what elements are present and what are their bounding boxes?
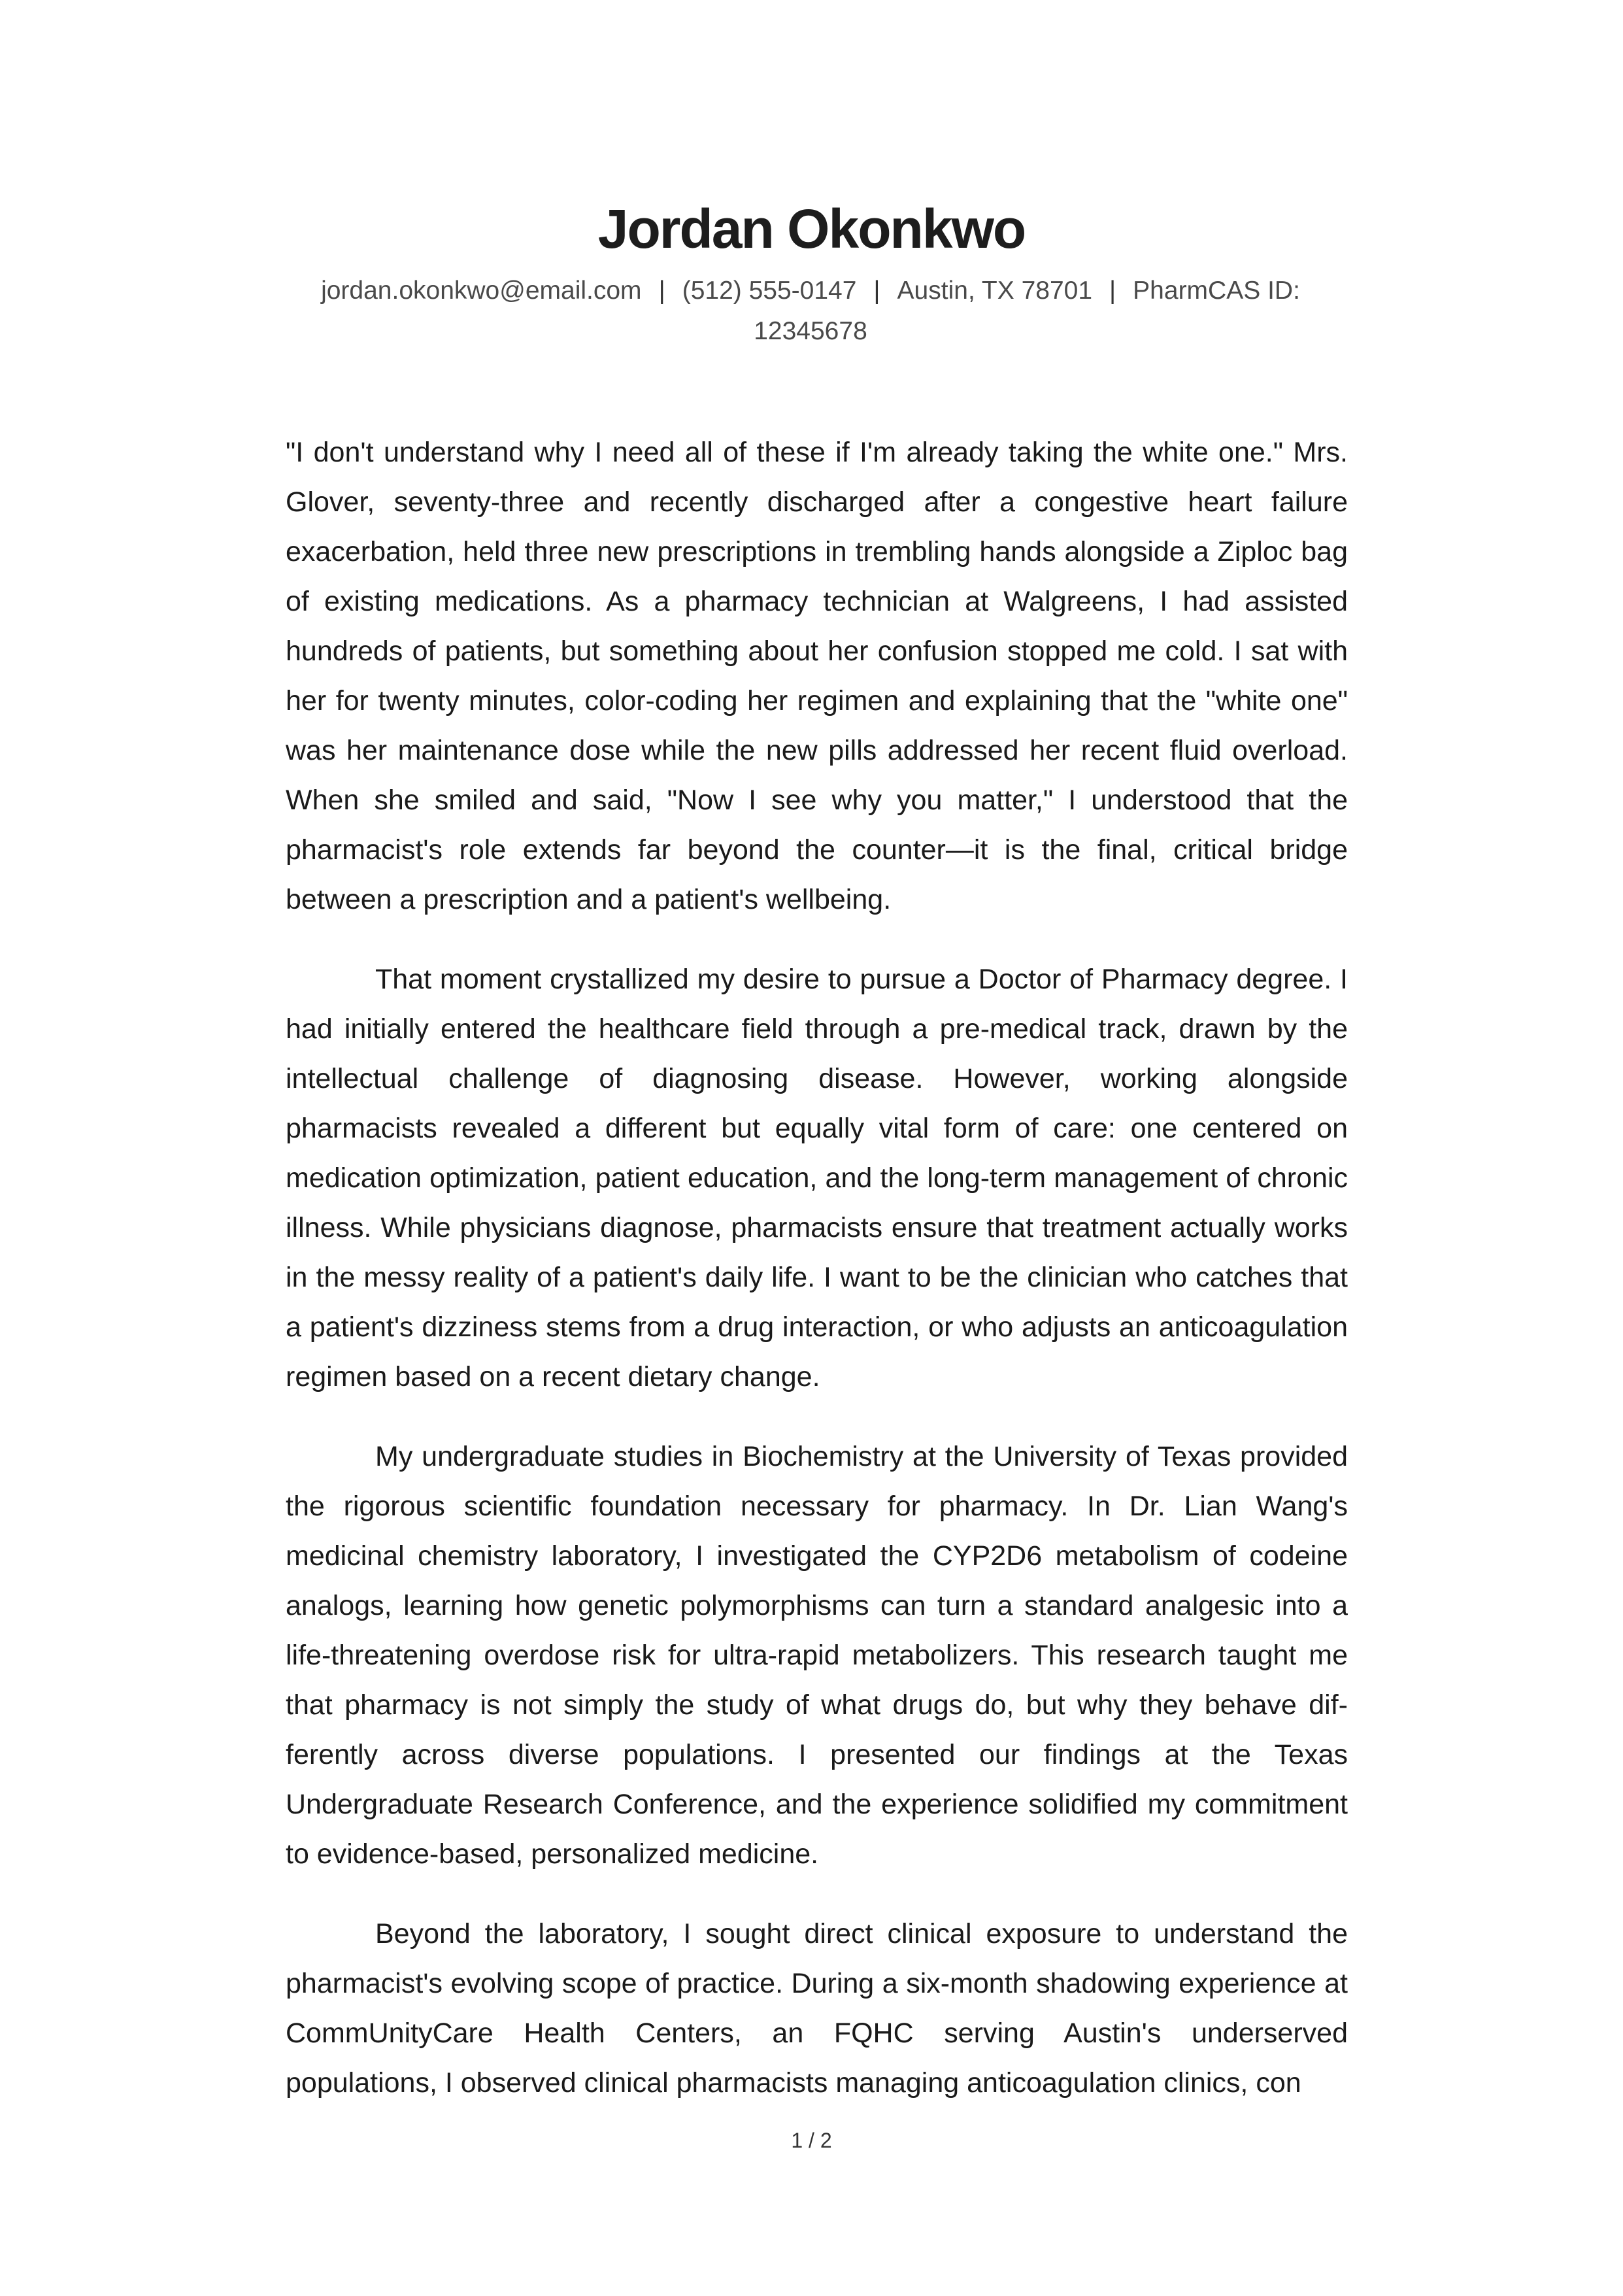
paragraph-2: That moment crystallized my desire to pursue a Doctor of Pharmacy degree. I had initially entered the healthcare field through a pre-medical track, drawn by the intellectual challenge of diagnosing disease. However, working alongside pharmacists revealed a different but equally vital form of care: one centered on medication optimization, patient education, and the long-term management of chronic illness. While physicians diagnose, pharmacists ensure that treatment actually works in the messy reality of a patient's daily life. I want to be the clinician who catches that a patient's dizziness stems from a drug interaction, or who adjusts an anticoagulation regimen based on a recent dietary change. [286,964,1348,1393]
contact-separator: | [658,277,665,305]
location-text: Austin, TX 78701 [897,277,1093,305]
contact-info [288,271,1333,352]
paragraph-1: "I don't understand why I need all of these if I'm already taking the white one." Mrs. Glover, seventy-three and recently discharged after a congestive heart failure exacerbation, held three new prescriptions in trembling hands alongside a Ziploc bag of existing medications. As a pharmacy technician at Walgreens, I had assisted hundreds of patients, but something about her confusion stopped me cold. I sat with her for twenty minutes, color-coding her regimen and explaining that the "white one" was her maintenance dose while the new pills addressed her recent fluid overload. When she smiled and said, "Now I see why you matter," I understood that the pharmacist's role extends far beyond the counter—it is the final, critical bridge between a prescription and a patient's wellbeing. [286,437,1348,915]
applicant-name: Jordan Okonkwo [597,198,1026,260]
contact-separator: | [1109,277,1116,305]
phone-text: (512) 555-0147 [682,277,857,305]
statement-body [286,428,1348,2138]
letter-header [0,190,1623,268]
paragraph-3: My undergraduate studies in Biochemistry at the University of Texas provided the rigorous scientific foundation necessary for pharmacy. In Dr. Lian Wang's medicinal chemistry laboratory, I investigated the CYP2D6 metabolism of codeine analogs, learning how genetic polymorphisms can turn a standard analgesic into a life-threatening overdose risk for ultra-rapid metabolizers. This research taught me that pharmacy is not simply the study of what drugs do, but why they behave differently across diverse populations. I presented our findings at the Texas Undergraduate Research Conference, and the experience solidified my commitment to evidence-based, personalized medicine. [286,1441,1348,1870]
page-number: 1 / 2 [791,2129,832,2152]
pharmcas-id-text: PharmCAS ID: 12345678 [754,277,1300,345]
contact-separator: | [873,277,880,305]
paragraph-4: Beyond the laboratory, I sought direct clinical exposure to understand the pharmacist's evolving scope of practice. During a six-month shadowing experience at CommUnityCare Health Centers, an FQHC serving Austin's underserved populations, I observed clinical pharmacists managing anticoagulation clinics, con [286,1918,1348,2099]
email-text: jordan.okonkwo@email.com [321,277,642,305]
